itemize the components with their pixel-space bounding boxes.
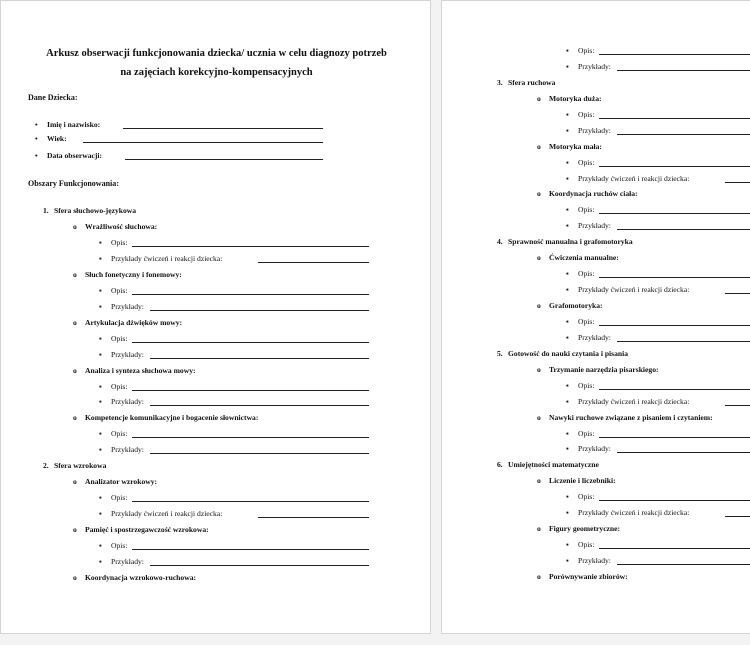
document-title-line-2: na zajęciach korekcyjno-kompensacyjnych — [120, 67, 313, 78]
square-bullet-icon: ▪ — [566, 221, 569, 230]
opis-label: Opis: — [578, 540, 595, 549]
subsection-title: Nawyki ruchowe związane z pisaniem i czytaniem: — [549, 413, 713, 422]
square-bullet-icon: ▪ — [99, 302, 102, 311]
opis-label: Opis: — [578, 381, 595, 390]
hollow-circle-icon: o — [73, 413, 77, 422]
dane-field-label: Imię i nazwisko: — [47, 120, 101, 129]
przyklady-label: Przykłady: — [111, 557, 144, 566]
answer-blank-line[interactable] — [725, 182, 750, 183]
answer-blank-line[interactable] — [132, 501, 369, 502]
square-bullet-icon: ▪ — [566, 158, 569, 167]
answer-blank-line[interactable] — [617, 229, 750, 230]
subsection-title: Analiza i synteza słuchowa mowy: — [85, 366, 196, 375]
square-bullet-icon: ▪ — [99, 382, 102, 391]
hollow-circle-icon: o — [73, 477, 77, 486]
subsection-title: Pamięć i spostrzegawczość wzrokowa: — [85, 525, 209, 534]
answer-blank-line[interactable] — [83, 142, 323, 143]
przyklady-label: Przykłady ćwiczeń i reakcji dziecka: — [578, 174, 690, 183]
answer-blank-line[interactable] — [599, 213, 750, 214]
przyklady-label: Przykłady: — [578, 556, 611, 565]
opis-label: Opis: — [578, 110, 595, 119]
opis-label: Opis: — [578, 158, 595, 167]
section-number: 2. — [43, 461, 49, 470]
przyklady-label: Przykłady ćwiczeń i reakcji dziecka: — [578, 285, 690, 294]
answer-blank-line[interactable] — [599, 548, 750, 549]
opis-label: Opis: — [111, 334, 128, 343]
square-bullet-icon: ▪ — [99, 557, 102, 566]
hollow-circle-icon: o — [537, 301, 541, 310]
opis-label: Opis: — [578, 429, 595, 438]
hollow-circle-icon: o — [73, 222, 77, 231]
hollow-circle-icon: o — [537, 365, 541, 374]
section-title: Gotowość do nauki czytania i pisania — [508, 349, 629, 358]
square-bullet-icon: ▪ — [566, 46, 569, 55]
przyklady-label: Przykłady ćwiczeń i reakcji dziecka: — [578, 397, 690, 406]
answer-blank-line[interactable] — [125, 159, 323, 160]
answer-blank-line[interactable] — [258, 517, 369, 518]
answer-blank-line[interactable] — [599, 54, 750, 55]
square-bullet-icon: ▪ — [566, 397, 569, 406]
opis-label: Opis: — [111, 238, 128, 247]
answer-blank-line[interactable] — [132, 294, 369, 295]
square-bullet-icon: ▪ — [99, 350, 102, 359]
bullet-dot-icon: • — [35, 151, 38, 160]
answer-blank-line[interactable] — [599, 389, 750, 390]
answer-blank-line[interactable] — [132, 246, 369, 247]
opis-label: Opis: — [578, 317, 595, 326]
square-bullet-icon: ▪ — [566, 205, 569, 214]
hollow-circle-icon: o — [537, 189, 541, 198]
square-bullet-icon: ▪ — [566, 540, 569, 549]
document-page-2 — [441, 0, 750, 634]
square-bullet-icon: ▪ — [566, 333, 569, 342]
square-bullet-icon: ▪ — [99, 254, 102, 263]
answer-blank-line[interactable] — [725, 516, 750, 517]
przyklady-label: Przykłady: — [578, 126, 611, 135]
answer-blank-line[interactable] — [725, 293, 750, 294]
section-title: Sfera wzrokowa — [54, 461, 107, 470]
subsection-title: Figury geometryczne: — [549, 524, 621, 533]
subsection-title: Koordynacja ruchów ciała: — [549, 189, 638, 198]
document-title — [1, 44, 431, 82]
square-bullet-icon: ▪ — [566, 556, 569, 565]
opis-label: Opis: — [111, 493, 128, 502]
subsection-title: Ćwiczenia manualne: — [549, 253, 619, 262]
subsection-title: Motoryka mała: — [549, 142, 602, 151]
square-bullet-icon: ▪ — [566, 508, 569, 517]
answer-blank-line[interactable] — [150, 358, 369, 359]
hollow-circle-icon: o — [73, 525, 77, 534]
subsection-title: Artykulacja dźwięków mowy: — [85, 318, 183, 327]
answer-blank-line[interactable] — [132, 437, 369, 438]
answer-blank-line[interactable] — [617, 134, 750, 135]
answer-blank-line[interactable] — [617, 564, 750, 565]
dane-dziecka-header: Dane Dziecka: — [28, 93, 78, 102]
section-title: Sfera ruchowa — [508, 78, 556, 87]
section-title: Sprawność manualna i grafomotoryka — [508, 237, 633, 246]
subsection-title: Koordynacja wzrokowo-ruchowa: — [85, 573, 197, 582]
opis-label: Opis: — [111, 382, 128, 391]
hollow-circle-icon: o — [73, 573, 77, 582]
opis-label: Opis: — [111, 541, 128, 550]
square-bullet-icon: ▪ — [99, 445, 102, 454]
przyklady-label: Przykłady: — [111, 302, 144, 311]
section-number: 6. — [497, 460, 503, 469]
dane-field-label: Wiek: — [47, 134, 67, 143]
square-bullet-icon: ▪ — [566, 126, 569, 135]
subsection-title: Trzymanie narzędzia pisarskiego: — [549, 365, 659, 374]
opis-label: Opis: — [578, 269, 595, 278]
subsection-title: Motoryka duża: — [549, 94, 602, 103]
obszary-funkcjonowania-header: Obszary Funkcjonowania: — [28, 179, 119, 188]
answer-blank-line[interactable] — [617, 452, 750, 453]
opis-label: Opis: — [578, 492, 595, 501]
subsection-title: Kompetencje komunikacyjne i bogacenie słownictwa: — [85, 413, 259, 422]
answer-blank-line[interactable] — [617, 70, 750, 71]
subsection-title: Porównywanie zbiorów: — [549, 572, 628, 581]
answer-blank-line[interactable] — [132, 549, 369, 550]
answer-blank-line[interactable] — [725, 405, 750, 406]
answer-blank-line[interactable] — [599, 437, 750, 438]
square-bullet-icon: ▪ — [566, 269, 569, 278]
opis-label: Opis: — [111, 286, 128, 295]
square-bullet-icon: ▪ — [99, 429, 102, 438]
subsection-title: Wrażliwość słuchowa: — [85, 222, 158, 231]
hollow-circle-icon: o — [537, 572, 541, 581]
przyklady-label: Przykłady ćwiczeń i reakcji dziecka: — [578, 508, 690, 517]
przyklady-label: Przykłady: — [578, 333, 611, 342]
subsection-title: Grafomotoryka: — [549, 301, 603, 310]
section-title: Umiejętności matematyczne — [508, 460, 599, 469]
dane-field-label: Data obserwacji: — [47, 151, 103, 160]
section-title: Sfera słuchowo-językowa — [54, 206, 137, 215]
square-bullet-icon: ▪ — [99, 334, 102, 343]
square-bullet-icon: ▪ — [99, 541, 102, 550]
hollow-circle-icon: o — [537, 524, 541, 533]
hollow-circle-icon: o — [537, 94, 541, 103]
hollow-circle-icon: o — [73, 318, 77, 327]
section-number: 1. — [43, 206, 49, 215]
square-bullet-icon: ▪ — [566, 429, 569, 438]
square-bullet-icon: ▪ — [566, 62, 569, 71]
przyklady-label: Przykłady: — [578, 62, 611, 71]
square-bullet-icon: ▪ — [566, 492, 569, 501]
square-bullet-icon: ▪ — [99, 286, 102, 295]
square-bullet-icon: ▪ — [99, 493, 102, 502]
document-title-line-1: Arkusz obserwacji funkcjonowania dziecka/ ucznia w celu diagnozy potrzeb — [46, 48, 387, 59]
bullet-dot-icon: • — [35, 120, 38, 129]
subsection-title: Słuch fonetyczny i fonemowy: — [85, 270, 182, 279]
przyklady-label: Przykłady: — [111, 397, 144, 406]
answer-blank-line[interactable] — [599, 325, 750, 326]
przyklady-label: Przykłady ćwiczeń i reakcji dziecka: — [111, 254, 223, 263]
square-bullet-icon: ▪ — [566, 110, 569, 119]
hollow-circle-icon: o — [73, 270, 77, 279]
square-bullet-icon: ▪ — [566, 317, 569, 326]
przyklady-label: Przykłady ćwiczeń i reakcji dziecka: — [111, 509, 223, 518]
hollow-circle-icon: o — [73, 366, 77, 375]
bullet-dot-icon: • — [35, 134, 38, 143]
hollow-circle-icon: o — [537, 476, 541, 485]
przyklady-label: Przykłady: — [578, 221, 611, 230]
square-bullet-icon: ▪ — [99, 397, 102, 406]
answer-blank-line[interactable] — [132, 390, 369, 391]
answer-blank-line[interactable] — [150, 565, 369, 566]
hollow-circle-icon: o — [537, 142, 541, 151]
subsection-title: Liczenie i liczebniki: — [549, 476, 616, 485]
answer-blank-line[interactable] — [150, 453, 369, 454]
answer-blank-line[interactable] — [123, 128, 323, 129]
square-bullet-icon: ▪ — [99, 509, 102, 518]
answer-blank-line[interactable] — [599, 500, 750, 501]
section-number: 4. — [497, 237, 503, 246]
opis-label: Opis: — [111, 429, 128, 438]
przyklady-label: Przykłady: — [111, 350, 144, 359]
square-bullet-icon: ▪ — [99, 238, 102, 247]
opis-label: Opis: — [578, 205, 595, 214]
answer-blank-line[interactable] — [258, 262, 369, 263]
opis-label: Opis: — [578, 46, 595, 55]
answer-blank-line[interactable] — [599, 277, 750, 278]
hollow-circle-icon: o — [537, 413, 541, 422]
answer-blank-line[interactable] — [132, 342, 369, 343]
answer-blank-line[interactable] — [599, 166, 750, 167]
przyklady-label: Przykłady: — [578, 444, 611, 453]
square-bullet-icon: ▪ — [566, 381, 569, 390]
section-number: 3. — [497, 78, 503, 87]
answer-blank-line[interactable] — [617, 341, 750, 342]
square-bullet-icon: ▪ — [566, 174, 569, 183]
section-number: 5. — [497, 349, 503, 358]
answer-blank-line[interactable] — [150, 405, 369, 406]
answer-blank-line[interactable] — [599, 118, 750, 119]
subsection-title: Analizator wzrokowy: — [85, 477, 158, 486]
answer-blank-line[interactable] — [150, 310, 369, 311]
square-bullet-icon: ▪ — [566, 285, 569, 294]
hollow-circle-icon: o — [537, 253, 541, 262]
square-bullet-icon: ▪ — [566, 444, 569, 453]
przyklady-label: Przykłady: — [111, 445, 144, 454]
